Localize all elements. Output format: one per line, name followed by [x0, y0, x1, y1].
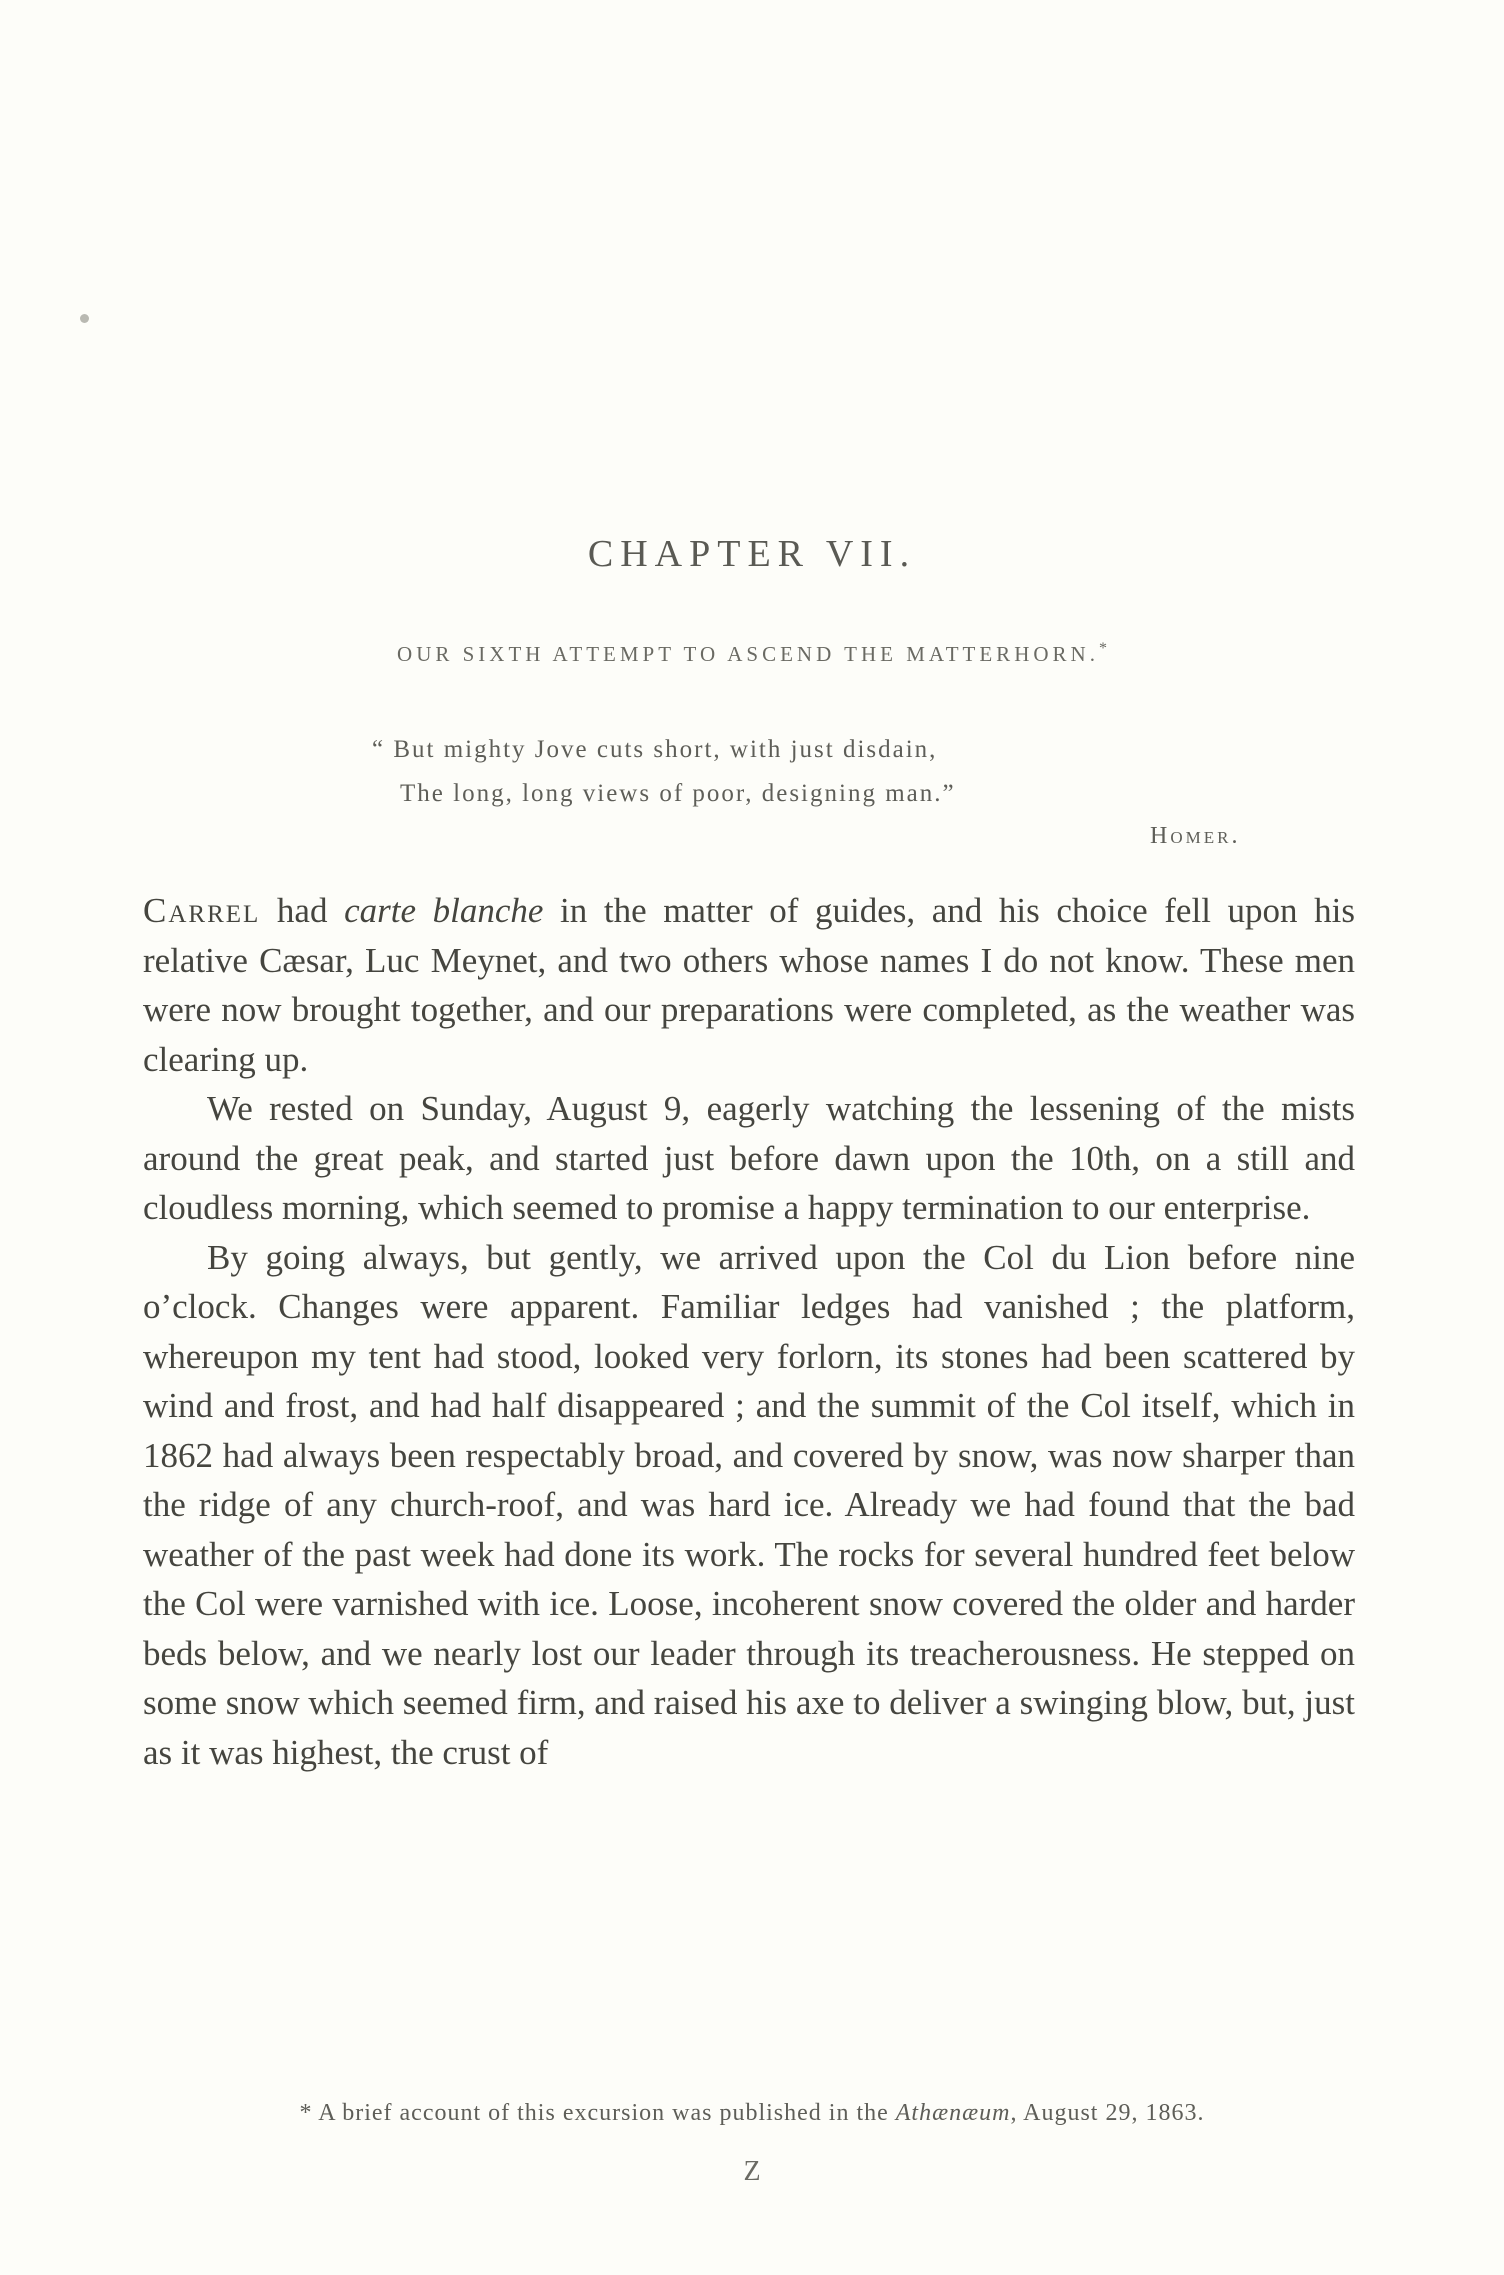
- body-text: [143, 886, 1355, 1777]
- paper-speck: [80, 314, 89, 323]
- paragraph-2: We rested on Sunday, August 9, eagerly watching the lessening of the mists around the great peak, and started just before dawn upon the 10th, on a still and cloudless morning, which seemed to promise a happy termination to our enterprise.: [143, 1089, 1355, 1227]
- paragraph-1-italic: carte blanche: [344, 891, 544, 930]
- chapter-subtitle: [0, 640, 1504, 667]
- epigraph-line-2: The long, long views of poor, designing man.”: [400, 780, 956, 807]
- footnote-marker: *: [299, 2100, 313, 2126]
- paragraph-1-had: had: [260, 891, 345, 930]
- chapter-subtitle-text: OUR SIXTH ATTEMPT TO ASCEND THE MATTERHORN.: [397, 642, 1099, 666]
- epigraph-author: Homer.: [1150, 823, 1241, 849]
- chapter-title: CHAPTER VII.: [587, 533, 917, 575]
- epigraph: [372, 728, 1332, 849]
- paragraph-1: [143, 886, 1355, 1084]
- footnote: [0, 2100, 1504, 2127]
- footnote-text-after: , August 29, 1863.: [1010, 2100, 1205, 2126]
- paragraph-3: By going always, but gently, we arrived upon the Col du Lion before nine o’clock. Changes were apparent. Familiar ledges had vanished ; the platform, whereupon my tent had stood, looked very forlorn, its stones had been scattered by wind and frost, and had half disappeared ; and the summit of the Col itself, which in 1862 had always been respectably broad, and covered by snow, was now sharper than the ridge of any church-roof, and was hard ice. Already we had found that the bad weather of the past week had done its work. The rocks for several hundred feet below the Col were varnished with ice. Loose, incoherent snow covered the older and harder beds below, and we nearly lost our leader through its treacherousness. He stepped on some snow which seemed firm, and raised his axe to deliver a swinging blow, but, just as it was highest, the crust of: [143, 1237, 1355, 1772]
- footnote-text-before: A brief account of this excursion was published in the: [312, 2100, 896, 2126]
- footnote-italic: Athænæum: [895, 2100, 1011, 2126]
- paragraph-1-lead: Carrel: [143, 891, 261, 930]
- footnote-reference: *: [1098, 640, 1107, 657]
- epigraph-line-1: “ But mighty Jove cuts short, with just disdain,: [372, 736, 938, 763]
- signature-mark: Z: [743, 2156, 761, 2187]
- paragraph-1-rest: in the matter of guides, and his choice fell upon his relative Cæsar, Luc Meynet, and two others whose names I do not know. These men were now brought together, and our preparations were completed, as the weather was clearing up.: [143, 891, 1355, 1079]
